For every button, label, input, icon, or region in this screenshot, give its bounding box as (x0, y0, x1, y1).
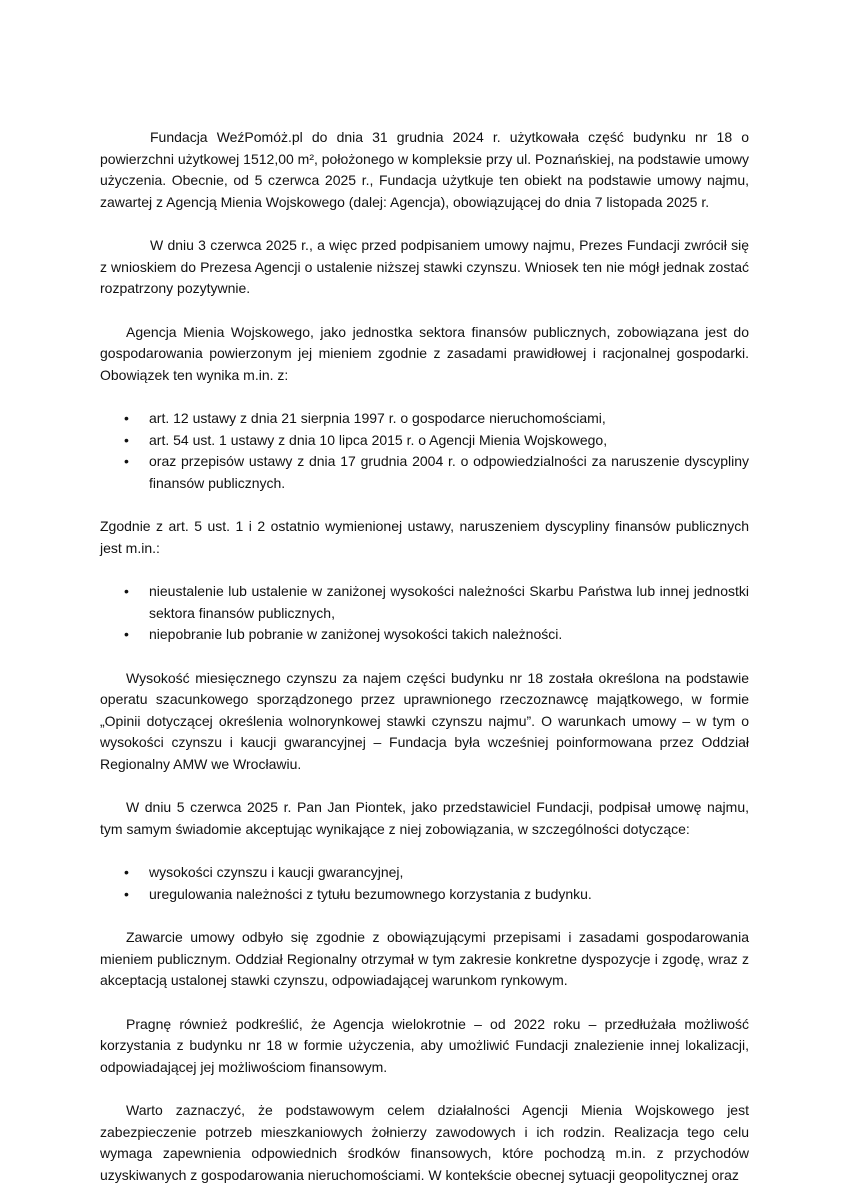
bullet-icon: • (124, 453, 129, 469)
legal-basis-list (100, 408, 749, 494)
list-item-text: art. 54 ust. 1 ustawy z dnia 10 lipca 2015 r. o Agencji Mienia Wojskowego, (149, 431, 608, 448)
paragraph-4: Zgodnie z art. 5 ust. 1 i 2 ostatnio wymienionej ustawy, naruszeniem dyscypliny finansów publicznych jest m.in.: (100, 518, 749, 556)
paragraph-7: Zawarcie umowy odbyło się zgodnie z obowiązującymi przepisami i zasadami gospodarowania mieniem publicznym. Oddział Regionalny otrzymał w tym zakresie konkretne dyspozycje i zgodę, wraz z akceptacją ustalonej stawki czynszu, odpowiadającej warunkom rynkowym. (100, 929, 749, 988)
bullet-icon: • (124, 583, 129, 599)
paragraph-8: Pragnę również podkreślić, że Agencja wielokrotnie – od 2022 roku – przedłużała możliwość korzystania z budynku nr 18 w formie użyczenia, aby umożliwić Fundacji znalezienie innej lokalizacji, odpowiadającej jej możliwościom finansowym. (100, 1015, 749, 1075)
list-item (100, 408, 749, 430)
list-item-text: niepobranie lub pobranie w zaniżonej wysokości takich należności. (149, 626, 563, 642)
paragraph-3: Agencja Mienia Wojskowego, jako jednostka sektora finansów publicznych, zobowiązana jest do gospodarowania powierzonym jej mieniem zgodnie z zasadami prawidłowej i racjonalnej gospodarki. Obowiązek ten wynika m.in. z: (100, 323, 749, 383)
list-item (100, 624, 749, 646)
list-item (100, 884, 749, 906)
bullet-icon: • (124, 431, 129, 448)
list-item (100, 451, 749, 494)
list-item-text: oraz przepisów ustawy z dnia 17 grudnia 2004 r. o odpowiedzialności za naruszenie dyscypliny finansów publicznych. (149, 453, 749, 491)
list-item (100, 430, 749, 452)
document-page (100, 127, 749, 1186)
bullet-icon: • (124, 410, 129, 426)
list-item (100, 581, 749, 624)
bullet-icon: • (124, 885, 129, 902)
paragraph-5: Wysokość miesięcznego czynszu za najem części budynku nr 18 została określona na podstawie operatu szacunkowego sporządzonego przez uprawnionego rzeczoznawcę majątkowego, w formie „Opinii dotyczącej określenia wolnorynkowej stawki czynszu najmu”. O warunkach umowy – w tym o wysokości czynszu i kaucji gwarancyjnej – Fundacja była wcześniej poinformowana przez Oddział Regionalny AMW we Wrocławiu. (100, 669, 749, 772)
paragraph-6: W dniu 5 czerwca 2025 r. Pan Jan Piontek, jako przedstawiciel Fundacji, podpisał umowę najmu, tym samym świadomie akceptując wynikające z niej zobowiązania, w szczególności dotyczące: (100, 799, 749, 837)
list-item-text: uregulowania należności z tytułu bezumownego korzystania z budynku. (149, 885, 592, 902)
list-item (100, 862, 749, 884)
bullet-icon: • (124, 626, 129, 642)
paragraph-1: Fundacja WeźPomóż.pl do dnia 31 grudnia 2024 r. użytkowała część budynku nr 18 o powierzchni użytkowej 1512,00 m², położonego w kompleksie przy ul. Poznańskiej, na podstawie umowy użyczenia. Obecnie, od 5 czerwca 2025 r., Fundacja użytkuje ten obiekt na podstawie umowy najmu, zawartej z Agencją Mienia Wojskowego (dalej: Agencja), obowiązującej do dnia 7 listopada 2025 r. (100, 129, 749, 210)
bullet-icon: • (124, 864, 129, 880)
list-item-text: wysokości czynszu i kaucji gwarancyjnej, (149, 864, 404, 880)
paragraph-9: Warto zaznaczyć, że podstawowym celem działalności Agencji Mienia Wojskowego jest zabezpieczenie potrzeb mieszkaniowych żołnierzy zawodowych i ich rodzin. Realizacja tego celu wymaga zapewnienia odpowiednich środków finansowych, które pochodzą m.in. z przychodów uzyskiwanych z gospodarowania nieruchomościami. W kontekście obecnej sytuacji geopolitycznej oraz (100, 1102, 749, 1183)
obligations-list (100, 862, 749, 905)
paragraph-2: W dniu 3 czerwca 2025 r., a więc przed podpisaniem umowy najmu, Prezes Fundacji zwrócił się z wnioskiem do Prezesa Agencji o ustalenie niższej stawki czynszu. Wniosek ten nie mógł jednak zostać rozpatrzony pozytywnie. (100, 237, 749, 296)
list-item-text: art. 12 ustawy z dnia 21 sierpnia 1997 r. o gospodarce nieruchomościami, (149, 410, 606, 426)
violations-list (100, 581, 749, 646)
list-item-text: nieustalenie lub ustalenie w zaniżonej wysokości należności Skarbu Państwa lub innej jednostki sektora finansów publicznych, (149, 583, 749, 621)
